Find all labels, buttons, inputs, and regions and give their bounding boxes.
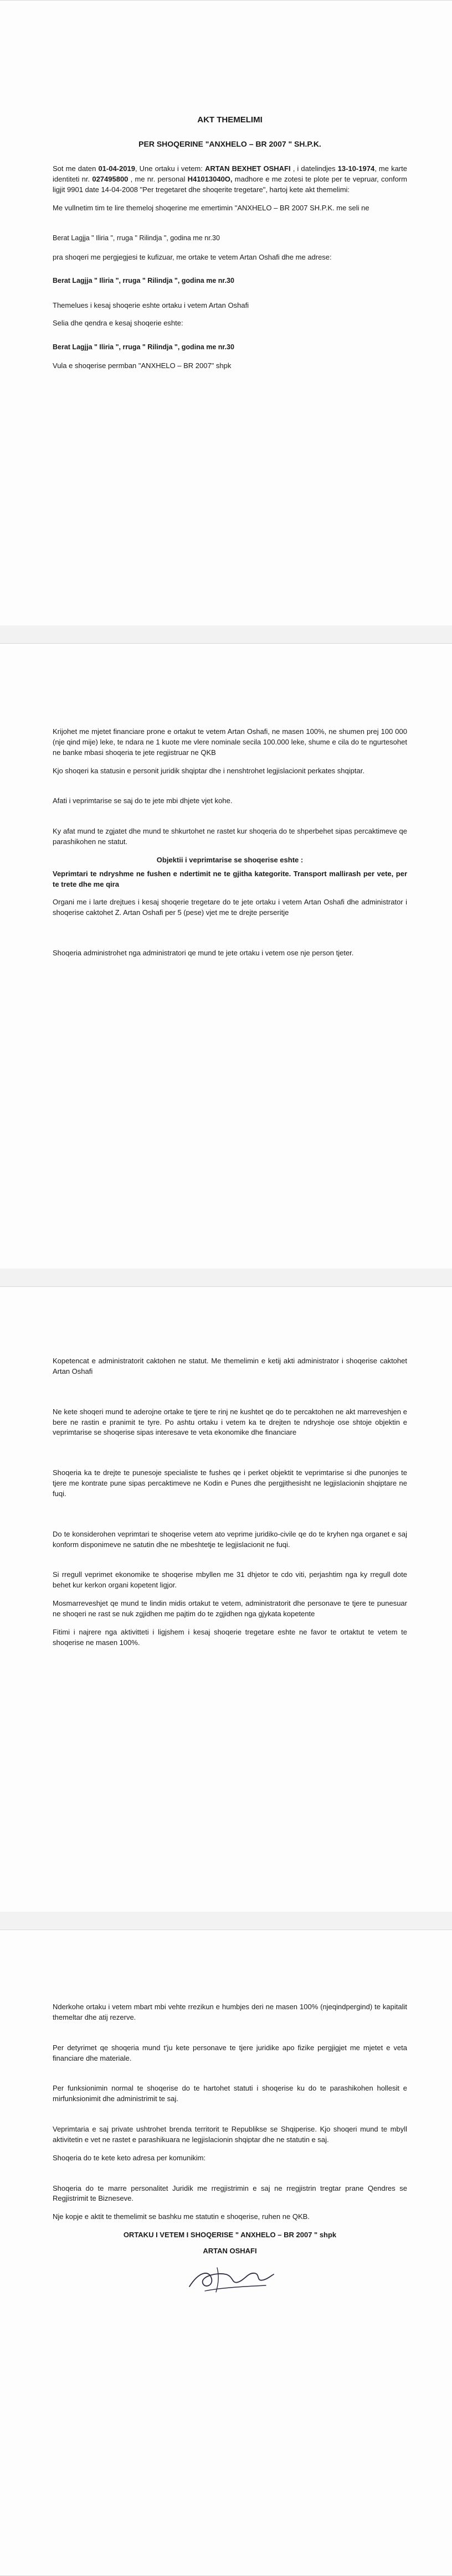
copy-paragraph: Nje kopje e aktit te themelimit se bashku me statutin e shoqerise, ruhen ne QKB. [53, 2212, 310, 2221]
employment-paragraph: Shoqeria ka te drejte te punesoje specialiste te fushes qe i perket objektit te veprimtarise si dhe punonjes te tjere me kontrate pune sipas percaktimeve ne Kodin e Punes dhe pergjithesisht ne legjislacionin shqiptare ne fuqi. [53, 1468, 407, 1498]
intro-paragraph [53, 164, 407, 195]
new-partners-paragraph: Ne kete shoqeri mund te aderojne ortake te tjere te rinj ne kushtet qe do te percaktohen ne akt marreveshjen e bere ne rastin e pranimit te tyre. Po ashtu ortaku i vetem ka te drejten te ndryshoje ose shtoje objektin e veprimtarise se shoqerise sipas interesave te veta ekonomike dhe financiare [53, 1407, 407, 1437]
document-title: AKT THEMELIMI [197, 115, 263, 125]
document-page-4 [0, 1930, 452, 2576]
admin-note-paragraph: Shoqeria administrohet nga administratori qe mund te jete ortaku i vetem ose nje person tjeter. [53, 949, 354, 958]
page-1-content [53, 114, 407, 379]
registration-paragraph: Shoqeria do te marre personalitet Juridik me rregjistrimin e saj ne rregjistrin tregtar prane Qendres se Regjistrimit te Bizneseve. [53, 2184, 407, 2203]
personal-number: H41013040O, [187, 174, 233, 183]
capital-paragraph: Krijohet me mjetet financiare prone e ortakut te vetem Artan Oshafi, ne masen 100%, ne shumen prej 100 000 (nje qind mije) leke, te ndara ne 1 kuote me vlere nominale secila 100.000 leke, shume e cila do te ngurtesohet ne banke mbasi shoqeria te jete regjistruar ne QKB [53, 727, 407, 757]
liability-paragraph: Nderkohe ortaku i vetem mbart mbi vehte rrezikun e humbjes deri ne masen 100% (njeqindpergind) te kapitalit themeltar dhe atij rezerve. [53, 2003, 407, 2021]
document-page-3 [0, 1286, 452, 1913]
contact-paragraph: pra shoqeri me pergjegjesi te kufizuar, me ortake te vetem Artan Oshafi dhe me adrese: [53, 252, 332, 261]
intro-text: , me karte identiteti nr. [53, 164, 407, 183]
intro-text: madhore e me zotesi te plote per te vepruar, conform ligjit 9901 date 14-04-2008 "Per tregetaret dhe shoqerite tregetare", hartoj kete akt themelimi: [53, 174, 407, 194]
territory-paragraph: Veprimtaria e saj private ushtrohet brenda territorit te Republikse se Shqiperise. Kjo shoqeri mund te mbyll aktivitetin e vet ne rastet e parashikuara ne legjislacionin shqiptar dhe ne statutin e saj. [53, 2125, 407, 2144]
page-gap [0, 1912, 452, 1930]
id-card-number: 027495800 [92, 174, 129, 183]
status-paragraph: Kjo shoqeri ka statusin e personit juridik shqiptar dhe i nenshtrohet legjislacionit perkates shqiptar. [53, 766, 364, 775]
act-date: 01-04-2019 [98, 164, 135, 173]
statute-paragraph: Per funksionimin normal te shoqerise do te hartohet statuti i shoqerise ku do te parashikohen hollesit e mirfunksionimit dhe administrimit te saj. [53, 2084, 407, 2103]
seat-line: Selia dhe qendra e kesaj shoqerie eshte: [53, 319, 183, 328]
intro-text: , i datelindjes [290, 164, 338, 173]
founder-birthdate: 13-10-1974 [337, 164, 375, 173]
term-note-paragraph: Ky afat mund te zgjatet dhe mund te shkurtohet ne rastet kur shoqeria do te shperbehet sipas percaktimeve qe parashikohen ne statut. [53, 827, 407, 846]
intro-text: , me nr. personal [128, 174, 188, 183]
object-body: Veprimtari te ndryshme ne fushen e ndertimit ne te gjitha kategorite. Transport mallirash per vete, per te trete dhe me qira [53, 869, 407, 888]
document-subtitle: PER SHOQERINE "ANXHELO – BR 2007 " SH.P.K. [138, 139, 321, 148]
founder-name: ARTAN BEXHET OSHAFI [204, 164, 291, 173]
intro-text: , Une ortaku i vetem: [135, 164, 205, 173]
page-4-content [53, 2002, 407, 2299]
founder-line: Themelues i kesaj shoqerie eshte ortaku i vetem Artan Oshafi [53, 301, 249, 309]
term-paragraph: Afati i veprimtarise se saj do te jete mbi dhjete vjet kohe. [53, 796, 233, 805]
page-2-content [53, 727, 407, 966]
disputes-paragraph: Mosmarreveshjet qe mund te lindin midis ortakut te vetem, administratorit dhe personave te tjere te punesuar ne shoqeri ne rast se nuk zgjidhen me pajtim do te zgjidhen nga gjykata kopetente [53, 1599, 407, 1618]
handwritten-signature [183, 2260, 277, 2299]
obligations-paragraph: Per detyrimet qe shoqeria mund t'ju kete personave te tjere juridike apo fizike pergjigjet me mjetet e veta financiare dhe materiale. [53, 2043, 407, 2062]
seat-address-1: Berat Lagjja " Iliria ", rruga " Rilindja ", godina me nr.30 [53, 234, 220, 242]
civil-paragraph: Do te konsiderohen veprimtari te shoqerise vetem ato veprime juridiko-civile qe do te kryhen nga organet e saj konform disponimeve ne satutin dhe ne mbeshtetje te legjislacionit ne fuqi. [53, 1529, 407, 1549]
page-gap [0, 1269, 452, 1286]
communication-paragraph: Shoqeria do te kete keto adresa per komunikim: [53, 2153, 206, 2162]
signatory-name: ARTAN OSHAFI [203, 2246, 257, 2255]
competence-paragraph: Kopetencat e administratorit caktohen ne statut. Me themelimin e ketij akti administrator i shoqerise caktohet Artan Oshafi [53, 1357, 407, 1375]
declaration-paragraph: Me vullnetim tim te lire themeloj shoqerine me emertimin "ANXHELO – BR 2007 SH.P.K. me seli ne [53, 203, 369, 212]
seat-address-2: Berat Lagjja " Iliria ", rruga " Rilindja ", godina me nr.30 [53, 277, 234, 285]
document-page-1 [0, 0, 452, 627]
intro-text: Sot me daten [53, 164, 99, 173]
document-page-2 [0, 643, 452, 1270]
page-3-content [53, 1356, 407, 1656]
profit-paragraph: Fitimi i najrere nga aktivitteti i ligjshem i kesaj shoqerie tregetare eshte ne favor te ortaktut te vetem te shoqerise ne masen 100%. [53, 1627, 407, 1647]
signature-title: ORTAKU I VETEM I SHOQERISE " ANXHELO – BR 2007 " shpk [123, 2231, 337, 2239]
seat-address-3: Berat Lagjja " Iliria ", rruga " Rilindja ", godina me nr.30 [53, 343, 234, 351]
admin-paragraph: Organi me i larte drejtues i kesaj shoqerie tregetare do te jete ortaku i vetem Artan Oshafi dhe administrator i shoqerise caktohet Z. Artan Oshafi per 5 (pese) vjet me te drejte perseritje [53, 898, 407, 917]
seal-line: Vula e shoqerise permban "ANXHELO – BR 2007" shpk [53, 361, 232, 370]
fiscal-paragraph: Si rregull veprimet ekonomike te shoqerise mbyllen me 31 dhjetor te cdo viti, perjashtim nga ky rregull dote behet kur kerkon organi kopetent ligjor. [53, 1570, 407, 1590]
object-title: Objektii i veprimtarise se shoqerise eshte : [156, 855, 304, 864]
page-gap [0, 625, 452, 643]
